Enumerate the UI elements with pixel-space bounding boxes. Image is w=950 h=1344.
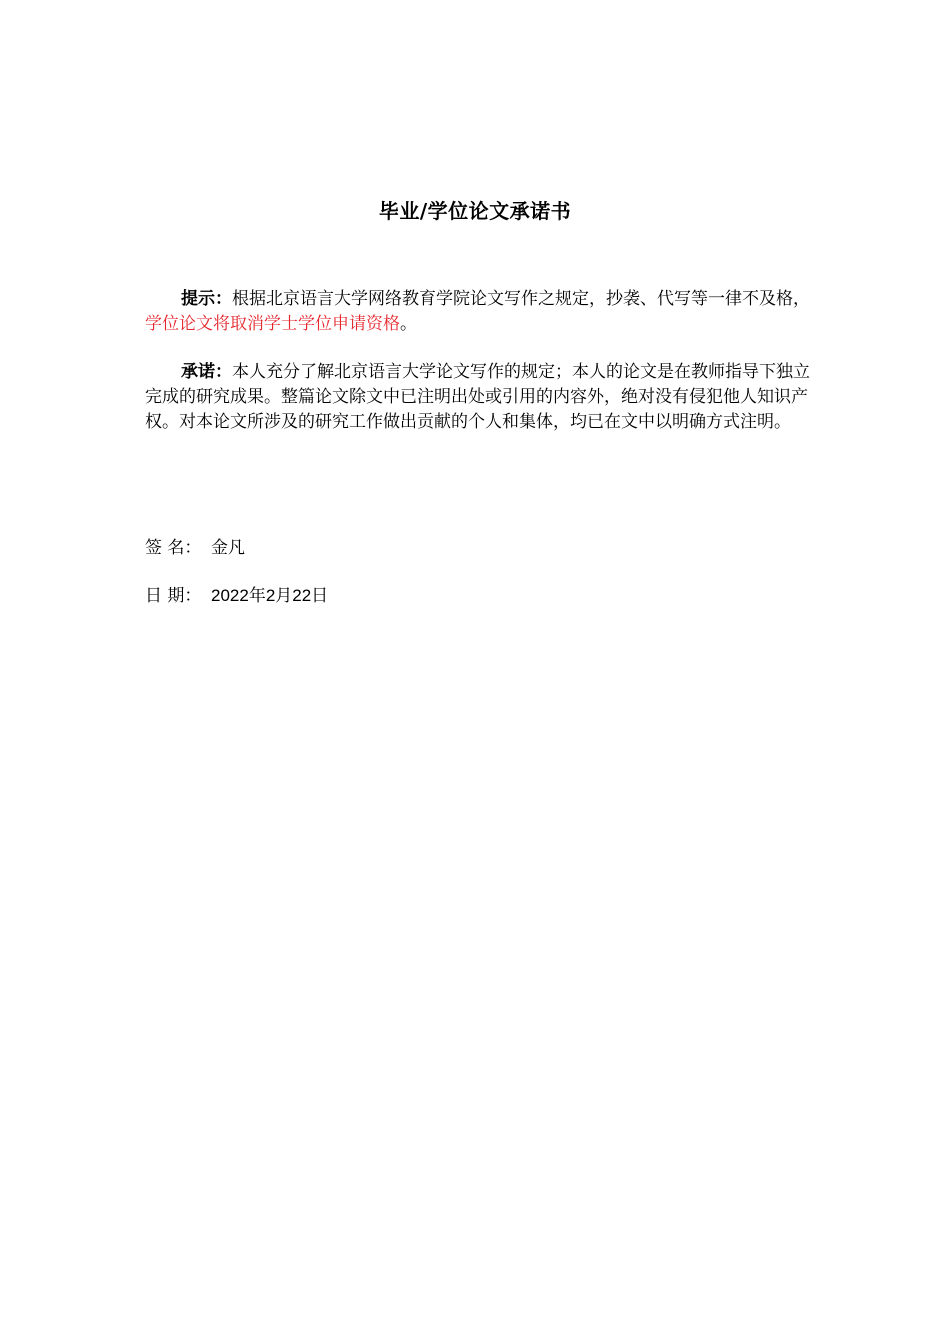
signature-value: 金凡	[211, 538, 245, 557]
notice-text: 根据北京语言大学网络教育学院论文写作之规定，抄袭、代写等一律不及格，	[232, 289, 810, 309]
pledge-text: 本人充分了解北京语言大学论文写作的规定；本人的论文是在教师指导下独立完成的研究成果。整篇论文除文中已注明出处或引用的内容外，绝对没有侵犯他人知识产权。对本论文所涉及的研究工作做出贡献的个人和集体，均已在文中以明确方式注明。	[145, 362, 810, 432]
pledge-label: 承诺：	[181, 362, 232, 382]
pledge-paragraph	[145, 360, 821, 435]
signature-line	[145, 536, 245, 560]
notice-paragraph	[145, 287, 821, 337]
notice-highlight-text: 学位论文将取消学士学位申请资格	[145, 314, 400, 334]
notice-text-end: 。	[400, 314, 417, 334]
date-value: 2022年2月22日	[211, 586, 329, 605]
date-line	[145, 584, 328, 608]
notice-label: 提示：	[181, 289, 232, 309]
signature-label: 签 名：	[145, 538, 202, 558]
date-label: 日 期：	[145, 586, 202, 606]
page-title: 毕业/学位论文承诺书	[378, 199, 572, 223]
